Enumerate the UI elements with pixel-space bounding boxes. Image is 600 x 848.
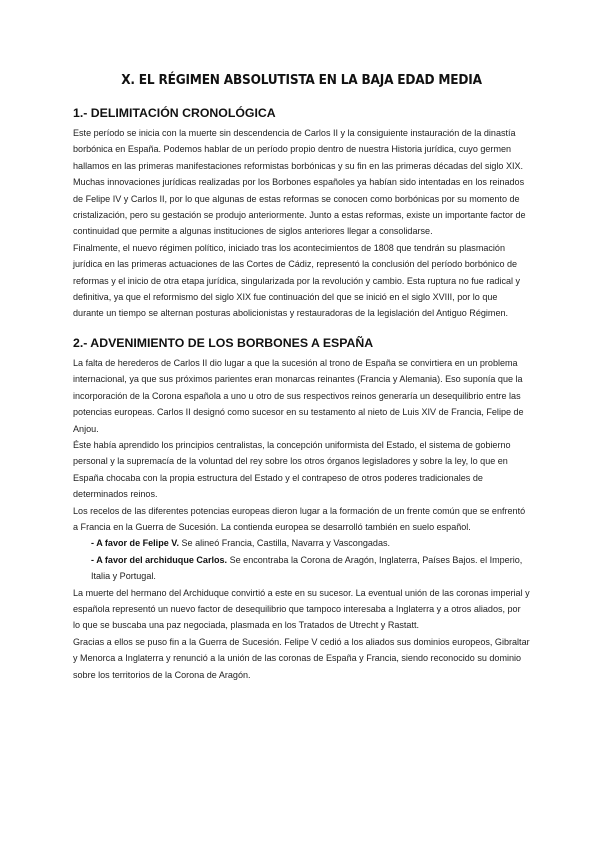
paragraph: Éste había aprendido los principios centralistas, la concepción uniformista del Estado, el sistema de gobierno personal y la supremacía de la voluntad del rey sobre los otros órganos legisladores y sobre la ley, lo que en España chocaba con la propia estructura del Estado y el contrapeso de otros poderes tradicionales de determinados reinos. [73, 439, 511, 500]
document-title: X. EL RÉGIMEN ABSOLUTISTA EN LA BAJA EDAD MEDIA [121, 72, 482, 88]
bullet-item [73, 552, 530, 585]
bullet-text: Se alineó Francia, Castilla, Navarra y Vascongadas. [178, 538, 391, 549]
section-delimitacion [73, 106, 530, 322]
paragraph: La muerte del hermano del Archiduque convirtió a este en su sucesor. La eventual unión de las coronas imperial y española representó un nuevo factor de desequilibrio que tampoco interesaba a Inglaterra y a otros aliados, por lo que se buscaba una paz negociada, plasmada en los Tratados de Utrecht y Rastatt. [73, 587, 530, 631]
bullet-item [73, 535, 530, 551]
paragraph: Muchas innovaciones jurídicas realizadas por los Borbones españoles ya habían sido intentadas en los reinados de Felipe IV y Carlos II, por lo que algunas de estas reformas se conocen como borbónicas por su momento de cristalización, pero su gestación se produjo anteriormente. Junto a estas reformas, existe un importante factor de continuidad que permite a algunas instituciones de siglos anteriores llegar a consolidarse. [73, 177, 526, 237]
paragraph: La falta de herederos de Carlos II dio lugar a que la sucesión al trono de España se convirtiera en un problema internacional, ya que sus próximos parientes eran monarcas reinantes (Francia y Alemania). Eso suponía que la incorporación de la Corona española a uno u otro de sus respectivos reinos generaría un desequilibrio entre las potencias europeas. Carlos II designó como sucesor en su testamento al nieto de Luis XIV de Francia, Felipe de Anjou. [73, 357, 524, 434]
section-advenimiento [73, 336, 530, 683]
paragraph: Finalmente, el nuevo régimen político, iniciado tras los acontecimientos de 1808 que tendrán su plasmación jurídica en las primeras actuaciones de las Cortes de Cádiz, representó la conclusión del período borbónico de reformas y el inicio de otra etapa jurídica, singularizada por la revolución y cambio. Esta ruptura no fue radical y definitiva, ya que el reformismo del siglo XIX fue continuación del que se inició en el siglo XVIII, por lo que durante un tiempo se alternan posturas abolicionistas y restauradoras de la legislación del Antiguo Régimen. [73, 242, 521, 319]
paragraph: Gracias a ellos se puso fin a la Guerra de Sucesión. Felipe V cedió a los aliados sus dominios europeos, Gibraltar y Menorca a Inglaterra y renunció a la unión de las coronas de España y Francia, siendo reconocido su dominio sobre los territorios de la Corona de Aragón. [73, 636, 530, 680]
section-heading: 1.- DELIMITACIÓN CRONOLÓGICA [73, 106, 276, 120]
bullet-text: Se encontraba la Corona de Aragón, Inglaterra, Países Bajos. el Imperio, Italia y Portugal. [91, 554, 523, 582]
section-heading: 2.- ADVENIMIENTO DE LOS BORBONES A ESPAÑA [73, 335, 374, 350]
bullet-label: - A favor del archiduque Carlos. [91, 554, 228, 565]
paragraph: Los recelos de las diferentes potencias europeas dieron lugar a la formación de un frente común que se enfrentó a Francia en la Guerra de Sucesión. La contienda europea se desarrolló también en suelo español. [73, 505, 526, 532]
bullet-label: - A favor de Felipe V. [91, 538, 179, 549]
paragraph: Este período se inicia con la muerte sin descendencia de Carlos II y la consiguiente instauración de la dinastía borbónica en España. Podemos hablar de un período propio dentro de nuestra Historia jurídica, cuyo germen hallamos en las primeras manifestaciones reformistas borbónicas y su fin en las primeras décadas del siglo XIX. [73, 128, 524, 171]
